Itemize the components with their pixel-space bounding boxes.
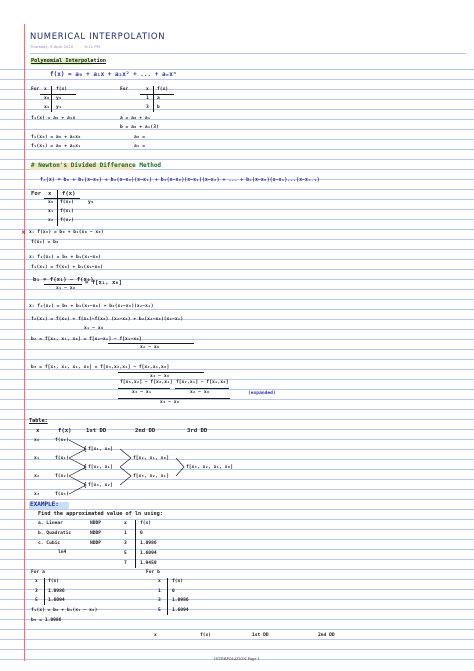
table-cell: x₁: [34, 456, 40, 461]
table-cell: a: [157, 96, 160, 101]
tick-mark: ×: [21, 229, 27, 236]
equation: f₁(x) = a₀ + a₁x: [31, 116, 76, 121]
table-cell: 1.6094: [172, 608, 189, 613]
derivation-line: f[x₃,x₂] − f[x₂,x₁]: [120, 380, 173, 385]
table-cell: x: [146, 87, 149, 92]
table-cell: x₀: [48, 200, 54, 205]
table-cell: 0: [140, 531, 143, 536]
derivation-line: x₂ − x₀: [190, 390, 210, 395]
table-cell: For: [120, 87, 129, 92]
table-cell: 3: [35, 589, 38, 594]
derivation-line: x: f₁(x₁) = b₀ + b₁(x₁−x₀): [29, 255, 101, 260]
derivation-line: x₃ − x₁: [132, 390, 152, 395]
table-cell: 7: [124, 561, 127, 566]
option-label: b. Quadratic: [38, 531, 72, 536]
table-cell: 1.6094: [48, 598, 65, 603]
equation: a = a₀ + a₁: [120, 116, 151, 121]
option-label: c. Cubic: [38, 541, 61, 546]
table-header: f(x): [58, 428, 72, 434]
problem-statement: Find the approximated value of ln using:: [38, 511, 163, 517]
table-header: x: [36, 428, 40, 434]
table-cell: f(x₁): [55, 456, 69, 461]
dd-cell: f[x₂, x₁]: [88, 465, 113, 470]
equation: a₀ =: [134, 135, 146, 140]
table-cell: f(x₂): [55, 474, 69, 479]
section-heading: Polynomial Interpolation: [31, 58, 106, 64]
derivation-line: = f[x₁, x₀]: [85, 280, 123, 286]
equation: f₁(x₁) = a₀ + a₁x₁: [31, 144, 81, 149]
table-cell: 1.0986: [140, 541, 157, 546]
table-cell: f(x₂): [60, 218, 74, 223]
table-cell: x₁: [44, 105, 50, 110]
part-label: For a: [31, 570, 45, 575]
equation: b₀ = 1.0986: [31, 618, 62, 623]
table-cell: 1: [158, 589, 161, 594]
table-cell: 5: [158, 608, 161, 613]
table-cell: For: [31, 191, 42, 197]
derivation-line: x₃ − x₀: [160, 400, 180, 405]
table-cell: 1: [146, 96, 149, 101]
equation: a₁ =: [134, 144, 146, 149]
annotation: (expanded): [248, 391, 276, 396]
derivation-line: b₁ = f(x₁) − f(x₀): [33, 277, 94, 283]
table-header: x: [124, 521, 127, 526]
table-header: x: [35, 579, 38, 584]
equation: f₁(x) = b₀ + b₁(x₁ − x₀): [31, 608, 98, 613]
derivation-line: x₃ − x₀: [150, 374, 170, 379]
table-divider: [44, 578, 45, 605]
table-cell: 1.6094: [140, 551, 157, 556]
table-cell: f(x₁): [60, 209, 74, 214]
table-divider: [167, 578, 168, 615]
table-cell: x₃: [34, 492, 40, 497]
table-cell: f(x₀): [55, 438, 69, 443]
table-cell: x: [48, 191, 52, 197]
equation: f₁(x₀) = a₀ + a₁x₀: [31, 135, 81, 140]
option-label: a. Linear: [38, 521, 63, 526]
table-cell: 3: [124, 541, 127, 546]
table-cell: y₀: [88, 200, 94, 205]
table-header: 1st DD: [252, 633, 269, 638]
table-cell: f(x): [56, 87, 68, 92]
dd-cell: f[x₃, x₂, x₁]: [133, 474, 169, 479]
page-date: Thursday, 9 April 2020: [30, 44, 74, 49]
derivation-line: x: f₂(x₂) = b₀ + b₁(x₂−x₀) + b₂(x₂−x₀)(x₂−x₁): [29, 304, 154, 309]
table-header: x: [154, 633, 157, 638]
dd-cell: f[x₃, x₂]: [88, 483, 113, 488]
general-form: fₙ(x) = b₀ + b₁(x−x₀) + b₂(x−x₀)(x−x₁) + b₃(x−x₀)(x−x₁)(x−x₂) + ... + bₙ(x−x₀)(x−x₁)...(x−xₙ₋₁): [40, 177, 320, 183]
section-heading: EXAMPLE:: [30, 501, 59, 508]
derivation-line: x₁ − x₀: [56, 286, 76, 291]
table-cell: 0: [172, 589, 175, 594]
table-header: x: [158, 579, 161, 584]
table-header: f(x): [172, 579, 184, 584]
dd-cell: f[x₂, x₁, x₀]: [133, 456, 169, 461]
table-cell: f(x): [157, 87, 169, 92]
option-method: NDDP: [90, 541, 102, 546]
derivation-line: x₁ − x₀: [84, 326, 104, 331]
derivation-line: f[x₂,x₁] − f[x₁,x₀]: [176, 380, 229, 385]
derivation-line: b₃ = f[x₃, x₂, x₁, x₀] = f[x₃,x₂,x₁] − f[x₂,x₁,x₀]: [31, 365, 170, 370]
table-cell: y₁: [56, 105, 62, 110]
dd-cell: f[x₃, x₂, x₁, x₀]: [186, 465, 234, 470]
equation: b = a₀ + a₁(3): [120, 125, 159, 130]
table-cell: f(x₃): [55, 492, 69, 497]
derivation-line: x: f(x₀) = b₀ + b₁(x₀ − x₀): [29, 230, 104, 235]
table-cell: 5: [35, 598, 38, 603]
table-cell: 1: [124, 531, 127, 536]
derivation-line: f₁(x₁) = f(x₀) + b₁(x₁−x₀): [31, 265, 103, 270]
option-method: NDDP: [90, 531, 102, 536]
table-header: f(x): [48, 579, 60, 584]
table-header: f(x): [140, 521, 152, 526]
table-header: 1st DD: [86, 428, 107, 434]
derivation-line: x₂ − x₀: [140, 345, 160, 350]
table-cell: x₀: [44, 96, 50, 101]
table-cell: 3: [146, 105, 149, 110]
table-header: 2nd DD: [135, 428, 156, 434]
derivation-line: f(x₀) = b₀: [31, 240, 59, 245]
table-cell: x₁: [48, 209, 54, 214]
table-cell: 1.0986: [48, 589, 65, 594]
part-label: For b: [146, 570, 160, 575]
table-cell: x₂: [34, 474, 40, 479]
table-cell: For: [31, 87, 40, 92]
table-cell: 1.9459: [140, 561, 157, 566]
option-method: ln4: [58, 550, 67, 555]
section-heading: # Newton's Divided Difference Method: [31, 162, 162, 169]
section-heading: Table:: [29, 418, 48, 424]
option-method: NDDP: [90, 521, 102, 526]
table-header: 2nd DD: [318, 633, 335, 638]
dd-cell: f[x₁, x₀]: [88, 447, 113, 452]
table-cell: x₀: [34, 438, 40, 443]
table-cell: x₂: [48, 218, 54, 223]
table-divider: [135, 520, 136, 568]
table-cell: 1.0986: [172, 598, 189, 603]
table-cell: f(x₀): [60, 200, 74, 205]
page-time: 9:11 PM: [84, 44, 100, 49]
derivation-line: b₂ = f[x₂, x₁, x₀] = f[x₂−x₁] − f[x₁−x₀]: [31, 337, 142, 342]
page-footer: INTERPOLATION Page 1: [214, 657, 260, 661]
table-header: 3rd DD: [187, 428, 208, 434]
table-header: f(x): [200, 633, 212, 638]
table-cell: 3: [158, 598, 161, 603]
table-cell: x: [44, 87, 47, 92]
table-cell: 5: [124, 551, 127, 556]
derivation-line: f₂(x₂) = f(x₀) + f(x₁)−f(x₀) (x₂−x₀) + b₂(x₂−x₀)(x₂−x₁): [31, 317, 184, 322]
table-cell: b: [157, 105, 160, 110]
table-cell: y₀: [56, 96, 62, 101]
table-cell: f(x): [62, 191, 76, 197]
general-form: f(x) = a₀ + a₁x + a₂x² + ... + aₙxⁿ: [50, 71, 177, 78]
page-title: NUMERICAL INTERPOLATION: [30, 31, 166, 41]
